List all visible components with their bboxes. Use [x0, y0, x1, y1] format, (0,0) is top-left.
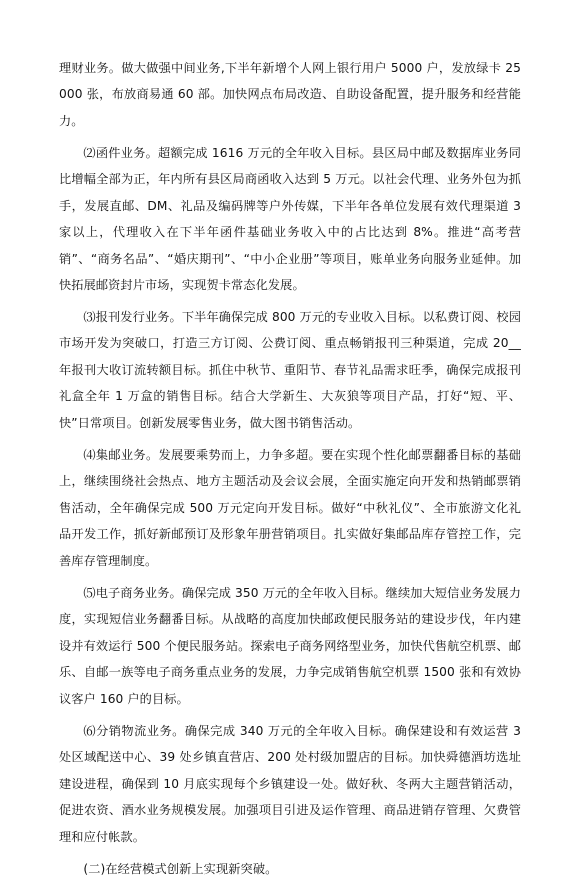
paragraph-newspaper-distribution: ⑶报刊发行业务。下半年确保完成 800 万元的专业收入目标。以私费订阅、校园市场开发为突破口，打造三方订阅、公费订阅、重点畅销报刊三种渠道，完成 20__年报刊大收订流转额目标。抓住中秋节、重阳节、春节礼品需求旺季，确保完成报刊礼盒全年 1 万盒的销售目标。结合大学新生、大灰狼等项目产品，打好“短、平、快”日常项目。创新发展零售业务，做大图书销售活动。	[59, 310, 521, 430]
paragraph-e-commerce-business: ⑸电子商务业务。确保完成 350 万元的全年收入目标。继续加大短信业务发展力度，实现短信业务翻番目标。从战略的高度加快邮政便民服务站的建设步伐，年内建设并有效运行 500 个便民服务站。探索电子商务网络型业务，加快代售航空机票、邮乐、自邮一族等电子商务重点业务的发展，力争完成销售航空机票 1500 张和有效协议客户 160 户的目标。	[59, 586, 521, 706]
paragraph-mail-business: ⑵函件业务。超额完成 1616 万元的全年收入目标。县区局中邮及数据库业务同比增幅全部为正，年内所有县区局商函收入达到 5 万元。以社会代理、业务外包为抓手，发展直邮、DM、礼品及编码牌等户外传媒，下半年各单位发展有效代理渠道 3 家以上，代理收入在下半年函件基础业务收入中的占比达到 8%。推进“高考营销”、“商务名品”、“婚庆期刊”、“中小企业册”等项目，账单业务向服务业延伸。加快拓展邮资封片市场，实现贺卡常态化发展。	[59, 146, 521, 293]
paragraph-wealth-management: 理财业务。做大做强中间业务,下半年新增个人网上银行用户 5000 户，发放绿卡 25000 张，布放商易通 60 部。加快网点布局改造、自助设备配置，提升服务和经营能力。	[59, 61, 521, 128]
paragraph-distribution-logistics: ⑹分销物流业务。确保完成 340 万元的全年收入目标。确保建设和有效运营 3 处区域配送中心、39 处乡镇直营店、200 处村级加盟店的目标。加快舜德酒坊选址建设进程，确保到 10 月底实现每个乡镇建设一处。做好秋、冬两大主题营销活动，促进农资、酒水业务规模发展。加强项目引进及运作管理、商品进销存管理、欠费管理和应付帐款。	[59, 724, 521, 844]
paragraph-philately-business: ⑷集邮业务。发展要乘势而上，力争多超。要在实现个性化邮票翻番目标的基础上，继续围绕社会热点、地方主题活动及会议会展，全面实施定向开发和热销邮票销售活动，全年确保完成 500 万元定向开发目标。做好“中秋礼仪”、全市旅游文化礼品开发工作，抓好新邮预订及形象年册营销项目。扎实做好集邮品库存管控工作，完善库存管理制度。	[59, 448, 521, 568]
section-heading-business-model: (二)在经营模式创新上实现新突破。	[83, 862, 278, 876]
